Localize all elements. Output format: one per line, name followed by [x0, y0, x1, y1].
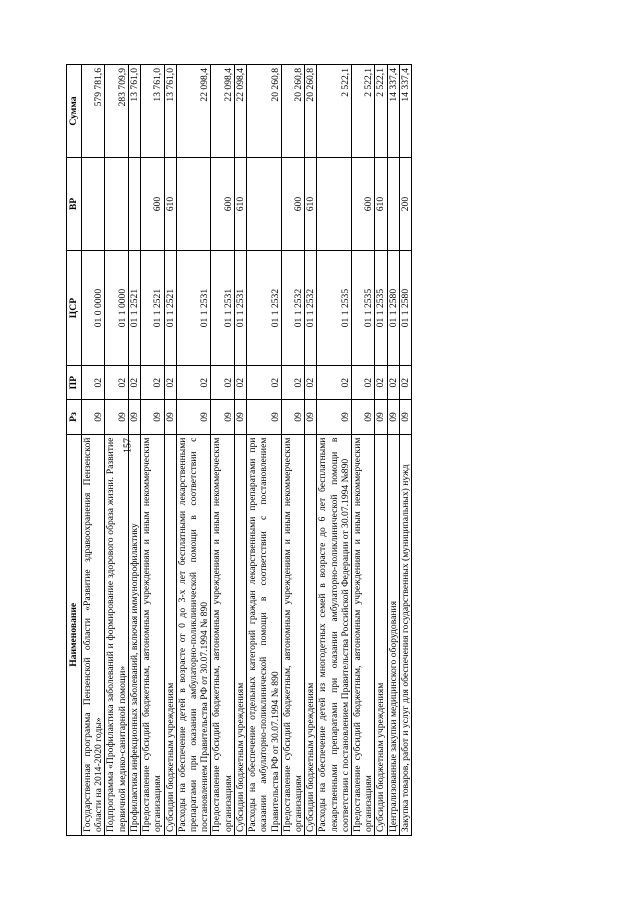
cell-csr: 01 0 0000	[82, 251, 105, 366]
cell-name: Профилактика инфекционных заболеваний, включая иммунопрофилактику	[128, 434, 140, 835]
cell-pr: 02	[305, 366, 317, 400]
table-row	[164, 65, 176, 836]
table-row	[317, 65, 352, 836]
cell-rz: 09	[234, 400, 246, 434]
cell-vr	[105, 158, 128, 251]
cell-vr: 610	[305, 158, 317, 251]
cell-sum: 579 781,6	[82, 65, 105, 158]
table-row	[234, 65, 246, 836]
cell-name: Предоставление субсидий бюджетным, автономным учреждениям и иным некоммерческим организациям	[281, 434, 304, 835]
cell-csr: 01 1 2521	[164, 251, 176, 366]
cell-pr: 02	[211, 366, 234, 400]
table-row	[305, 65, 317, 836]
cell-vr: 610	[375, 158, 387, 251]
cell-pr: 02	[247, 366, 282, 400]
cell-name: Расходы на обеспечение детей из многодетных семей в возрасте до 6 лет бесплатными лекарственными препаратами при оказании амбулаторно-поликлинической помощи в соответствии с постановлением Правительства Российской Федерации от 30.07.1994 №890	[317, 434, 352, 835]
header-pr: ПР	[67, 366, 82, 400]
cell-vr: 200	[399, 158, 411, 251]
page-number: 157	[122, 438, 134, 453]
header-name: Наименование	[67, 434, 82, 835]
cell-vr: 600	[352, 158, 375, 251]
cell-vr	[82, 158, 105, 251]
cell-rz: 09	[281, 400, 304, 434]
cell-csr: 01 1 2532	[305, 251, 317, 366]
cell-csr: 01 1 2521	[141, 251, 164, 366]
cell-csr: 01 1 0000	[105, 251, 128, 366]
cell-name: Субсидии бюджетным учреждениям	[305, 434, 317, 835]
cell-pr: 02	[176, 366, 211, 400]
cell-csr: 01 1 2535	[317, 251, 352, 366]
cell-name: Расходы на обеспечение детей в возрасте от 0 до 3-х лет бесплатными лекарственными препаратами при оказании амбулаторно-поликлинической помощи в соответствии с постановлением Правительства РФ от 30.07.1994 № 890	[176, 434, 211, 835]
cell-rz: 09	[399, 400, 411, 434]
cell-name: Подпрограмма «Профилактика заболеваний и формирование здорового образа жизни. Развитие первичной медико-санитарной помощи»	[105, 434, 128, 835]
cell-sum: 20 260,8	[247, 65, 282, 158]
cell-name: Субсидии бюджетным учреждениям	[164, 434, 176, 835]
cell-csr: 01 1 2531	[211, 251, 234, 366]
cell-pr: 02	[281, 366, 304, 400]
cell-pr: 02	[387, 366, 399, 400]
table-row	[82, 65, 105, 836]
cell-sum: 22 098,4	[211, 65, 234, 158]
cell-pr: 02	[141, 366, 164, 400]
cell-pr: 02	[375, 366, 387, 400]
header-csr: ЦСР	[67, 251, 82, 366]
cell-sum: 22 098,4	[234, 65, 246, 158]
cell-sum: 13 761,0	[128, 65, 140, 158]
cell-rz: 09	[375, 400, 387, 434]
cell-sum: 20 260,8	[305, 65, 317, 158]
cell-name: Централизованные закупки медицинского оборудования	[387, 434, 399, 835]
cell-csr: 01 1 2535	[375, 251, 387, 366]
cell-sum: 14 337,4	[399, 65, 411, 158]
table-row	[352, 65, 375, 836]
cell-name: Расходы на обеспечение отдельных категорий граждан лекарственными препаратами при оказании амбулаторно-поликлинической помощи в соответствии с постановлением Правительства РФ от 30.07.1994 № 890	[247, 434, 282, 835]
header-vr: ВР	[67, 158, 82, 251]
cell-pr: 02	[164, 366, 176, 400]
cell-sum: 2 522,1	[352, 65, 375, 158]
table-row	[128, 65, 140, 836]
cell-rz: 09	[305, 400, 317, 434]
cell-rz: 09	[211, 400, 234, 434]
table-header-row	[67, 65, 82, 836]
cell-rz: 09	[352, 400, 375, 434]
cell-pr: 02	[317, 366, 352, 400]
rotated-page	[66, 64, 566, 836]
cell-rz: 09	[164, 400, 176, 434]
cell-sum: 283 709,9	[105, 65, 128, 158]
cell-name: Закупка товаров, работ и услуг для обеспечения государственных (муниципальных) нужд	[399, 434, 411, 835]
cell-rz: 09	[128, 400, 140, 434]
cell-sum: 20 260,8	[281, 65, 304, 158]
table-row	[211, 65, 234, 836]
cell-rz: 09	[105, 400, 128, 434]
budget-table	[66, 64, 412, 836]
header-rz: Рз	[67, 400, 82, 434]
cell-name: Государственная программа Пензенской области «Развитие здравоохранения Пензенской области на 2014-2020 годы»	[82, 434, 105, 835]
cell-name: Субсидии бюджетным учреждениям	[375, 434, 387, 835]
cell-pr: 02	[105, 366, 128, 400]
cell-pr: 02	[234, 366, 246, 400]
table-row	[399, 65, 411, 836]
cell-csr: 01 1 2521	[128, 251, 140, 366]
cell-vr	[176, 158, 211, 251]
cell-csr: 01 1 2535	[352, 251, 375, 366]
cell-pr: 02	[352, 366, 375, 400]
cell-pr: 02	[128, 366, 140, 400]
cell-vr	[317, 158, 352, 251]
cell-csr: 01 1 2532	[247, 251, 282, 366]
cell-rz: 09	[317, 400, 352, 434]
cell-vr	[128, 158, 140, 251]
cell-rz: 09	[176, 400, 211, 434]
table-row	[176, 65, 211, 836]
cell-rz: 09	[247, 400, 282, 434]
cell-vr: 610	[164, 158, 176, 251]
cell-name: Субсидии бюджетным учреждениям	[234, 434, 246, 835]
cell-sum: 14 337,4	[387, 65, 399, 158]
cell-name: Предоставление субсидий бюджетным, автономным учреждениям и иным некоммерческим организациям	[141, 434, 164, 835]
table-row	[387, 65, 399, 836]
cell-sum: 2 522,1	[317, 65, 352, 158]
header-sum: Сумма	[67, 65, 82, 158]
table-row	[281, 65, 304, 836]
cell-csr: 01 1 2531	[176, 251, 211, 366]
cell-vr	[247, 158, 282, 251]
cell-rz: 09	[387, 400, 399, 434]
cell-name: Предоставление субсидий бюджетным, автономным учреждениям и иным некоммерческим организациям	[352, 434, 375, 835]
table-row	[375, 65, 387, 836]
cell-vr: 600	[141, 158, 164, 251]
cell-vr: 610	[234, 158, 246, 251]
table-row	[141, 65, 164, 836]
cell-pr: 02	[82, 366, 105, 400]
cell-csr: 01 1 2532	[281, 251, 304, 366]
cell-rz: 09	[141, 400, 164, 434]
cell-csr: 01 1 2580	[399, 251, 411, 366]
cell-rz: 09	[82, 400, 105, 434]
cell-vr: 600	[211, 158, 234, 251]
cell-csr: 01 1 2580	[387, 251, 399, 366]
cell-sum: 22 098,4	[176, 65, 211, 158]
table-row	[247, 65, 282, 836]
cell-vr	[387, 158, 399, 251]
cell-vr: 600	[281, 158, 304, 251]
cell-pr: 02	[399, 366, 411, 400]
cell-sum: 13 761,0	[164, 65, 176, 158]
cell-csr: 01 1 2531	[234, 251, 246, 366]
table-row	[105, 65, 128, 836]
cell-sum: 13 761,0	[141, 65, 164, 158]
cell-name: Предоставление субсидий бюджетным, автономным учреждениям и иным некоммерческим организациям	[211, 434, 234, 835]
cell-sum: 2 522,1	[375, 65, 387, 158]
